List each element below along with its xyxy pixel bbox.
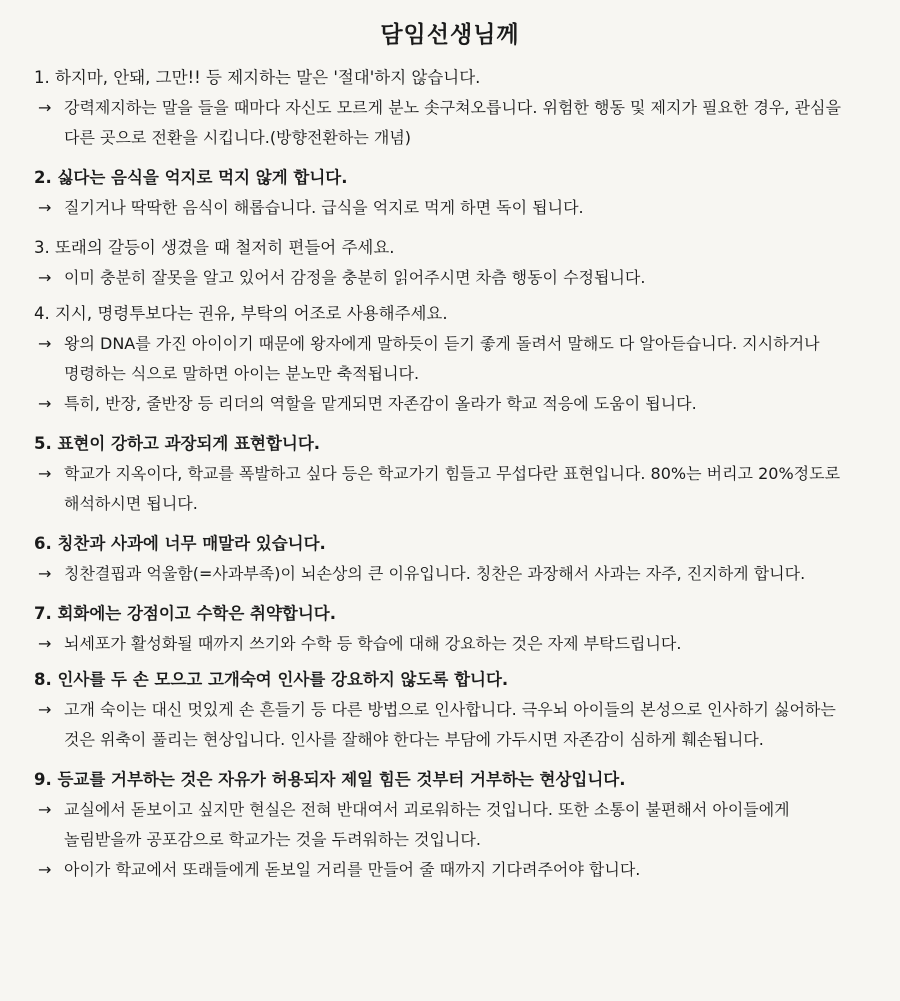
- arrow-icon: →: [38, 800, 52, 819]
- arrow-icon: →: [38, 334, 52, 353]
- item-note: [34, 329, 866, 389]
- item-note: [34, 695, 866, 755]
- item-3: [34, 233, 866, 293]
- arrow-icon: →: [38, 564, 52, 583]
- note-text: 이미 충분히 잘못을 알고 있어서 감정을 충분히 읽어주시면 차츰 행동이 수정됩니다.: [64, 268, 646, 287]
- item-5: [34, 429, 866, 519]
- item-note: [34, 459, 866, 519]
- item-note: [34, 795, 866, 855]
- item-6: [34, 529, 866, 589]
- item-heading: 8. 인사를 두 손 모으고 고개숙여 인사를 강요하지 않도록 합니다.: [34, 670, 509, 689]
- item-9: [34, 765, 866, 885]
- item-heading: 7. 회화에는 강점이고 수학은 취약합니다.: [34, 604, 337, 623]
- item-note: [34, 263, 866, 293]
- item-note: [34, 193, 866, 223]
- item-note: [34, 629, 866, 659]
- arrow-icon: →: [38, 464, 52, 483]
- item-heading: 6. 칭찬과 사과에 너무 매말라 있습니다.: [34, 534, 326, 553]
- note-text: 강력제지하는 말을 들을 때마다 자신도 모르게 분노 솟구쳐오릅니다. 위험한 행동 및 제지가 필요한 경우, 관심을 다른 곳으로 전환을 시킵니다.(방향전환하는 개념): [64, 98, 841, 147]
- item-heading: 4. 지시, 명령투보다는 권유, 부탁의 어조로 사용해주세요.: [34, 304, 448, 323]
- arrow-icon: →: [38, 268, 52, 287]
- letter-title: 담임선생님께: [380, 22, 520, 48]
- item-4: [34, 299, 866, 419]
- note-text: 질기거나 딱딱한 음식이 해롭습니다. 급식을 억지로 먹게 하면 독이 됩니다.: [64, 198, 584, 217]
- arrow-icon: →: [38, 98, 52, 117]
- item-note: [34, 93, 866, 153]
- note-text: 뇌세포가 활성화될 때까지 쓰기와 수학 등 학습에 대해 강요하는 것은 자제 부탁드립니다.: [64, 634, 682, 653]
- note-text: 특히, 반장, 줄반장 등 리더의 역할을 맡게되면 자존감이 올라가 학교 적응에 도움이 됩니다.: [64, 394, 697, 413]
- item-8: [34, 665, 866, 755]
- item-note: [34, 559, 866, 589]
- item-2: [34, 163, 866, 223]
- note-text: 고개 숙이는 대신 멋있게 손 흔들기 등 다른 방법으로 인사합니다. 극우뇌 아이들의 본성으로 인사하기 싫어하는 것은 위축이 풀리는 현상입니다. 인사를 잘해야 한다는 부담에 가두시면 자존감이 심하게 훼손됩니다.: [64, 700, 836, 749]
- item-7: [34, 599, 866, 659]
- note-text: 왕의 DNA를 가진 아이이기 때문에 왕자에게 말하듯이 듣기 좋게 돌려서 말해도 다 알아듣습니다. 지시하거나 명령하는 식으로 말하면 아이는 분노만 축적됩니다.: [64, 334, 820, 383]
- item-heading: 5. 표현이 강하고 과장되게 표현합니다.: [34, 434, 321, 453]
- note-text: 칭찬결핍과 억울함(=사과부족)이 뇌손상의 큰 이유입니다. 칭찬은 과장해서 사과는 자주, 진지하게 합니다.: [64, 564, 806, 583]
- note-text: 아이가 학교에서 또래들에게 돋보일 거리를 만들어 줄 때까지 기다려주어야 합니다.: [64, 860, 641, 879]
- item-heading: 9. 등교를 거부하는 것은 자유가 허용되자 제일 힘든 것부터 거부하는 현상입니다.: [34, 770, 626, 789]
- arrow-icon: →: [38, 394, 52, 413]
- item-1: [34, 63, 866, 153]
- arrow-icon: →: [38, 634, 52, 653]
- arrow-icon: →: [38, 198, 52, 217]
- note-text: 학교가 지옥이다, 학교를 폭발하고 싶다 등은 학교가기 힘들고 무섭다란 표현입니다. 80%는 버리고 20%정도로 해석하시면 됩니다.: [64, 464, 841, 513]
- item-heading: 2. 싫다는 음식을 억지로 먹지 않게 합니다.: [34, 168, 348, 187]
- arrow-icon: →: [38, 860, 52, 879]
- item-note: [34, 855, 866, 885]
- item-heading: 1. 하지마, 안돼, 그만!! 등 제지하는 말은 '절대'하지 않습니다.: [34, 68, 481, 87]
- item-note: [34, 389, 866, 419]
- arrow-icon: →: [38, 700, 52, 719]
- note-text: 교실에서 돋보이고 싶지만 현실은 전혀 반대여서 괴로워하는 것입니다. 또한 소통이 불편해서 아이들에게 놀림받을까 공포감으로 학교가는 것을 두려워하는 것입니다.: [64, 800, 790, 849]
- item-heading: 3. 또래의 갈등이 생겼을 때 철저히 편들어 주세요.: [34, 238, 395, 257]
